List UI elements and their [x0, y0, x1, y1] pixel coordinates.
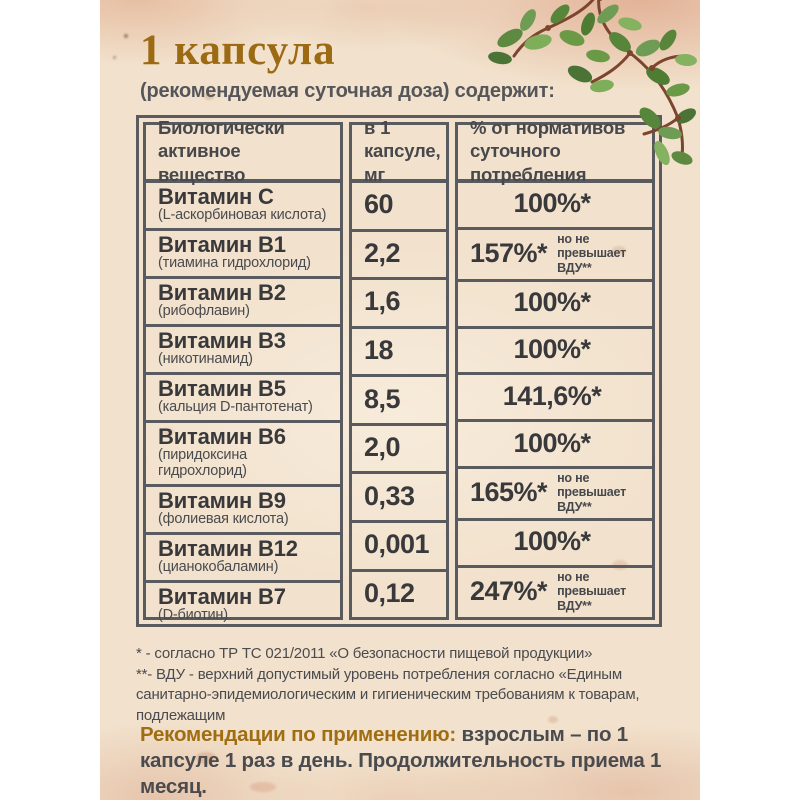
table-row: Витамин В3 (никотинамид) [146, 327, 340, 375]
column-percent [455, 117, 655, 620]
table-row: Витамин В5 (кальция D-пантотенат) [146, 375, 340, 423]
table-cell-amount: 2,2 [352, 232, 446, 281]
parchment-stain [113, 56, 116, 59]
usage-recommendations [140, 722, 664, 800]
table-row: Витамин В2 (рибофлавин) [146, 279, 340, 327]
table-cell-amount: 0,001 [352, 523, 446, 572]
table-cell-percent: 100%* [458, 282, 652, 329]
table-cell-percent: 100%* [458, 183, 652, 230]
recommendations-label: Рекомендации по применению: [140, 723, 457, 746]
recommendations-text: взрослым – по 1 капсуле 1 раз в день. Продолжительность приема 1 месяц. [140, 723, 662, 799]
table-cell-amount: 1,6 [352, 280, 446, 329]
footnotes [136, 644, 666, 727]
table-row: Витамин В7 (D-биотин) [158, 584, 286, 624]
supplement-label-photo [100, 0, 700, 800]
parchment-stain [124, 34, 128, 38]
footnote-vdu: **- ВДУ - верхний допустимый уровень потребления согласно «Единым санитарно-эпидемиологическим и гигиеническим требованиям к товарам, подлежащим [136, 665, 640, 725]
table-row: Витамин В6 (пиридоксина гидрохлорид) [146, 423, 340, 487]
table-cell-percent: 100%* [458, 521, 652, 568]
page-title: 1 капсула [140, 27, 336, 74]
table-row: Витамин С (L-аскорбиновая кислота) [146, 183, 340, 231]
table-cell-amount: 0,12 [364, 577, 415, 608]
table-cell-percent: 157%* но не превышает ВДУ** [458, 230, 652, 282]
table-cell-percent: 100%* [458, 329, 652, 376]
table-cell-percent: 165%* но не превышает ВДУ** [458, 469, 652, 521]
vitamin-table [136, 115, 662, 627]
column-header-substance: Биологически активное вещество [146, 125, 340, 183]
table-cell-amount: 60 [352, 183, 446, 232]
table-row: Витамин В9 (фолиевая кислота) [146, 487, 340, 535]
table-cell-amount: 8,5 [352, 377, 446, 426]
page-subtitle: (рекомендуемая суточная доза) содержит: [140, 80, 555, 102]
column-amount [349, 117, 449, 620]
table-cell-percent: 247%* но не превышает ВДУ** [470, 569, 627, 613]
table-row: Витамин В12 (цианокобаламин) [146, 535, 340, 583]
column-substance [143, 117, 343, 624]
footnote-tr-ts: * - согласно ТР ТС 021/2011 «О безопасности пищевой продукции» [136, 645, 593, 662]
table-cell-amount: 0,33 [352, 474, 446, 523]
table-cell-percent: 100%* [458, 422, 652, 469]
table-cell-amount: 2,0 [352, 426, 446, 475]
table-cell-amount: 18 [352, 329, 446, 378]
column-header-amount: в 1 капсуле, мг [352, 125, 446, 183]
table-cell-percent: 141,6%* [458, 375, 652, 422]
table-row: Витамин В1 (тиамина гидрохлорид) [146, 231, 340, 279]
column-header-percent: % от нормативов суточного потребления [458, 125, 652, 183]
